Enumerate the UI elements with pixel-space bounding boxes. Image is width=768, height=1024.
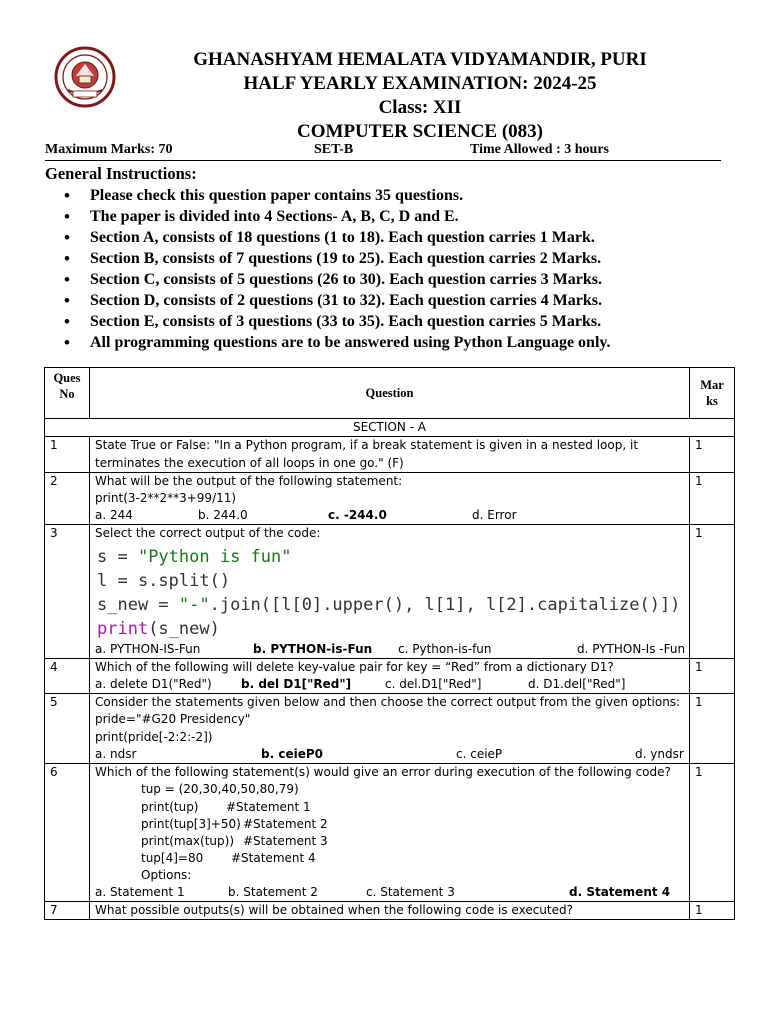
q6-stmt2-label: #Statement 2 <box>243 816 328 831</box>
q6-stmt4-code: tup[4]=80 <box>141 850 204 865</box>
instruction-item: • The paper is divided into 4 Sections- A, B, C, D and E. <box>64 206 611 227</box>
q3-code-line4-keyword: print <box>97 618 149 639</box>
q3-option-b: b. PYTHON-is-Fun <box>253 641 373 656</box>
instruction-item: • Section A, consists of 18 questions (1 to 18). Each question carries 1 Mark. <box>64 227 611 248</box>
school-logo <box>54 46 116 108</box>
q5-options <box>95 746 684 763</box>
q3-code-line4: (s_new) <box>148 618 220 639</box>
instruction-item: • Section E, consists of 3 questions (33 to 35). Each question carries 5 Marks. <box>64 311 611 332</box>
q3-code-line3-rest: .join([l[0].upper(), l[1], l[2].capitalize()]) <box>209 594 681 615</box>
q4-option-c: c. del.D1["Red"] <box>385 677 482 692</box>
q5-code-line1: pride="#G20 Presidency" <box>95 712 251 727</box>
q6-option-a: a. Statement 1 <box>95 884 185 899</box>
instruction-item: • Section C, consists of 5 questions (26 to 30). Each question carries 3 Marks. <box>64 269 611 290</box>
q3-code-line1-string: "Python is fun" <box>137 546 292 567</box>
q6-code-tuple: tup = (20,30,40,50,80,79) <box>141 782 299 797</box>
q6-stmt3-label: #Statement 3 <box>243 833 328 848</box>
q2-option-a: a. 244 <box>95 508 133 523</box>
header-divider <box>45 160 721 161</box>
table-row <box>45 763 735 901</box>
q3-option-c: c. Python-is-fun <box>398 641 492 656</box>
q6-statement-1 <box>95 799 684 816</box>
q6-number: 6 <box>45 763 90 901</box>
subject-title: COMPUTER SCIENCE (083) <box>297 121 543 142</box>
q6-statement-3 <box>95 833 684 850</box>
q5-code-line2: print(pride[-2:2:-2]) <box>95 729 213 744</box>
q6-stmt1-code: print(tup) <box>141 799 199 814</box>
q6-stmt2-code: print(tup[3]+50) <box>141 816 241 831</box>
q5-body <box>90 694 690 764</box>
q3-text: Select the correct output of the code: <box>95 526 321 541</box>
instructions-title: General Instructions: <box>45 164 197 183</box>
q5-marks: 1 <box>690 694 735 764</box>
q6-statement-2 <box>95 816 684 833</box>
q3-marks: 1 <box>690 525 735 658</box>
q5-option-b: b. ceieP0 <box>261 746 323 761</box>
instruction-item: • All programming questions are to be answered using Python Language only. <box>64 332 611 353</box>
q3-code-line2: l = s.split() <box>97 570 231 591</box>
section-row <box>45 419 735 437</box>
q6-option-c: c. Statement 3 <box>366 884 455 899</box>
header-marks: Mar ks <box>690 368 735 419</box>
header-question: Question <box>90 368 690 419</box>
table-row <box>45 658 735 693</box>
q2-code: print(3-2**2**3+99/11) <box>95 491 237 506</box>
time-allowed: Time Allowed : 3 hours <box>470 142 609 157</box>
question-table <box>44 367 735 920</box>
class-label: Class: XII <box>378 97 462 118</box>
q6-text: Which of the following statement(s) would give an error during execution of the following code? <box>95 764 671 779</box>
q2-option-d: d. Error <box>472 508 517 523</box>
q6-option-d: d. Statement 4 <box>569 884 671 899</box>
school-name: GHANASHYAM HEMALATA VIDYAMANDIR, PURI <box>193 49 647 70</box>
q4-option-d: d. D1.del["Red"] <box>528 677 626 692</box>
q5-number: 5 <box>45 694 90 764</box>
exam-title: HALF YEARLY EXAMINATION: 2024-25 <box>243 73 597 94</box>
q6-body <box>90 763 690 901</box>
q3-code-line1: s = <box>97 546 138 567</box>
q6-options-label: Options: <box>141 867 192 882</box>
q5-option-d: d. yndsr <box>635 746 684 761</box>
q4-options <box>95 676 684 693</box>
exam-meta <box>45 142 721 160</box>
q6-option-b: b. Statement 2 <box>228 884 318 899</box>
q3-option-d: d. PYTHON-Is -Fun <box>577 641 686 656</box>
q2-options <box>95 507 684 524</box>
table-row <box>45 525 735 658</box>
q5-option-a: a. ndsr <box>95 746 137 761</box>
q6-statement-4 <box>95 850 684 867</box>
instruction-item: • Section B, consists of 7 questions (19 to 25). Each question carries 2 Marks. <box>64 248 611 269</box>
q4-text: Which of the following will delete key-value pair for key = “Red” from a dictionary D1? <box>95 659 614 674</box>
q5-text: Consider the statements given below and then choose the correct output from the given options: <box>95 695 681 710</box>
q1-text: State True or False: "In a Python program, if a break statement is given in a nested loop, it terminates the execution of all loops in one go." (F) <box>90 437 690 473</box>
q6-stmt3-code: print(max(tup)) <box>141 833 234 848</box>
q3-number: 3 <box>45 525 90 658</box>
q3-code-image <box>95 545 684 641</box>
table-row <box>45 437 735 473</box>
q4-marks: 1 <box>690 658 735 693</box>
q3-body <box>90 525 690 658</box>
q6-options <box>95 884 684 901</box>
table-row <box>45 472 735 525</box>
table-header-row <box>45 368 735 419</box>
q3-options <box>95 641 684 658</box>
q3-code-line3-string: "-" <box>178 594 210 615</box>
q4-option-a: a. delete D1("Red") <box>95 677 212 692</box>
q4-number: 4 <box>45 658 90 693</box>
q2-body <box>90 472 690 525</box>
q2-text: What will be the output of the following statement: <box>95 473 403 488</box>
section-a-label: SECTION - A <box>45 419 735 437</box>
q2-number: 2 <box>45 472 90 525</box>
header-qno: Ques No <box>45 368 90 419</box>
set-label: SET-B <box>314 142 354 157</box>
q2-option-c: c. -244.0 <box>328 508 387 523</box>
table-row <box>45 694 735 764</box>
q4-body <box>90 658 690 693</box>
q2-option-b: b. 244.0 <box>198 508 248 523</box>
q3-option-a: a. PYTHON-IS-Fun <box>95 641 201 656</box>
q6-stmt1-label: #Statement 1 <box>226 799 311 814</box>
q2-marks: 1 <box>690 472 735 525</box>
table-row <box>45 901 735 919</box>
q1-number: 1 <box>45 437 90 473</box>
q7-number: 7 <box>45 901 90 919</box>
instruction-item: • Section D, consists of 2 questions (31 to 32). Each question carries 4 Marks. <box>64 290 611 311</box>
instructions-list <box>64 185 611 353</box>
q4-option-b: b. del D1["Red"] <box>241 677 352 692</box>
q5-option-c: c. ceieP <box>456 746 503 761</box>
q7-text: What possible outputs(s) will be obtained when the following code is executed? <box>90 901 690 919</box>
q6-marks: 1 <box>690 763 735 901</box>
instruction-item: • Please check this question paper contains 35 questions. <box>64 185 611 206</box>
q1-marks: 1 <box>690 437 735 473</box>
q3-code-line3: s_new = <box>97 594 179 615</box>
q6-stmt4-label: #Statement 4 <box>231 850 316 865</box>
q7-marks: 1 <box>690 901 735 919</box>
max-marks: Maximum Marks: 70 <box>45 142 173 157</box>
